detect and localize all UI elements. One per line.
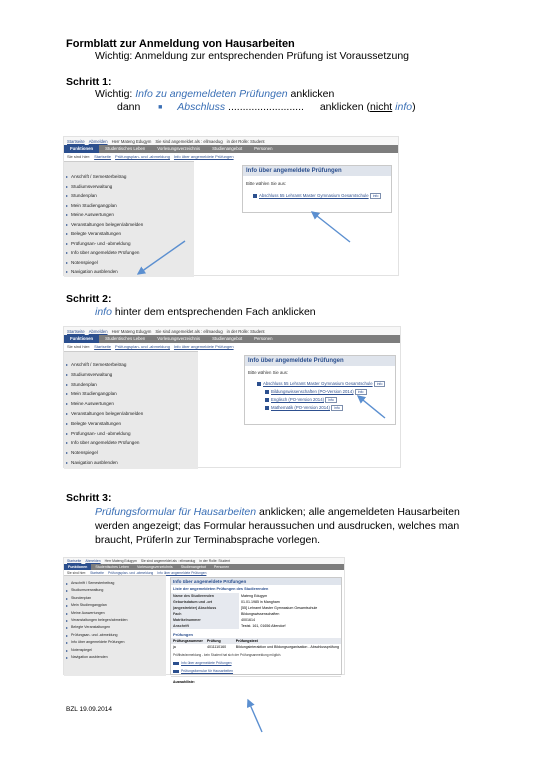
breadcrumb-label: Sie sind hier: [67, 154, 91, 159]
role-info: in der Rolle: Student [199, 559, 231, 563]
tab-studienangebot[interactable]: Studienangebot [180, 565, 206, 569]
choose-text: Bitte wählen Sie aus: [246, 181, 287, 186]
choose-text: Bitte wählen Sie aus: [248, 370, 289, 375]
step1-title: Schritt 1: [66, 76, 112, 88]
col-header: Prüfungsnummer [173, 639, 203, 643]
breadcrumb-startseite[interactable]: Startseite [94, 344, 112, 349]
sidebar-item-notenspiegel[interactable]: ▸ Notenspiegel [64, 647, 166, 654]
subject-mathematik: Mathematik (PO-Version 2014) [271, 405, 330, 411]
sidebar-item-auswertungen[interactable]: ▸ Meine Auswertungen [64, 399, 198, 409]
step1-close: ) [412, 101, 416, 113]
breadcrumb-pruefungsplan[interactable]: Prüfungsplan- und -abmeldung [108, 570, 154, 575]
detail-key: Geburtsdatum und -ort [171, 599, 239, 605]
list-title: Liste der angemeldeten Prüfungen des Studierenden [173, 587, 269, 591]
user-name: Herr Mateng Edugym [111, 328, 152, 334]
subject-bildungswissenschaften: Bildungswissenschaften (PO-Version 2014) [271, 389, 354, 395]
step1-line2-suffix: anklicken ( [319, 101, 371, 113]
tab-funktionen[interactable]: Funktionen [64, 335, 99, 343]
info-button-mathematik[interactable]: info [331, 405, 343, 411]
abschluss-link[interactable]: Abschluss 55 Lehramt Master Gymnasium Gesamtschule [259, 193, 369, 199]
table-cell: ja [173, 645, 176, 649]
tab-vorlesungsverzeichnis[interactable]: Vorlesungsverzeichnis [157, 146, 201, 151]
subject-englisch: Englisch (PO-Version 2014) [271, 397, 325, 403]
login-info: Sie sind angemeldet als : ellmaedug [155, 138, 223, 144]
detail-key: (angestrebter) Abschluss [171, 605, 239, 611]
tab-studentisches-leben[interactable]: Studentisches Leben [105, 146, 146, 151]
step3-line3: braucht, PrüferIn zur Terminabsprache vorlegen. [95, 534, 321, 546]
detail-value: 01.01.1985 in Mangham [241, 600, 280, 604]
sidebar-item-navigation[interactable]: ▸ Navigation ausblenden [64, 654, 166, 661]
detail-value: [55] Lehramt Master Gymnasium Gesamtschule [241, 606, 318, 610]
breadcrumb-startseite[interactable]: Startseite [90, 570, 104, 575]
sidebar-item-navigation[interactable]: ▸ Navigation ausblenden [64, 458, 198, 468]
sidebar-item-belegte[interactable]: ▸ Belegte Veranstaltungen [64, 229, 194, 239]
info-button[interactable]: info [374, 381, 386, 387]
sidebar-item-pruefungsanmeldung[interactable]: ▸ Prüfungsan- und -abmeldung [64, 632, 166, 639]
abmelden-link[interactable]: Abmelden [88, 328, 108, 334]
tab-funktionen[interactable]: Funktionen [64, 145, 99, 153]
info-button-bildungswissenschaften[interactable]: info [355, 389, 367, 395]
startseite-link[interactable]: Startseite [67, 138, 85, 144]
step1-line2-prefix: dann [117, 101, 141, 113]
step1-info-link[interactable]: Info zu angemeldeten Prüfungen [135, 88, 288, 100]
step2-text: hinter dem entsprechenden Fach anklicken [111, 306, 316, 318]
square-bullet-icon: ■ [158, 103, 163, 111]
info-pruefungen-link[interactable]: Info über angemeldete Prüfungen [181, 661, 232, 665]
tab-personen[interactable]: Personen [254, 336, 273, 341]
sidebar-item-navigation[interactable]: ▸ Navigation ausblenden [64, 267, 194, 277]
sidebar-item-auswertungen[interactable]: ▸ Meine Auswertungen [64, 210, 194, 220]
sidebar-item-stundenplan[interactable]: ▸ Stundenplan [64, 595, 166, 602]
sidebar-item-anschrift[interactable]: ▸ Anschrift / Semesterbeitrag [64, 172, 194, 182]
detail-value: Mateng Edugym [241, 594, 268, 598]
step3-text1: anklicken; alle angemeldeten Hausarbeiten [256, 506, 460, 518]
sidebar-item-studiengangplan[interactable]: ▸ Mein Studiengangplan [64, 201, 194, 211]
step2-info-link[interactable]: info [95, 306, 112, 318]
sidebar-item-studiumsverwaltung[interactable]: ▸ Studiumsverwaltung [64, 370, 198, 380]
arrow-step1-menu [138, 241, 185, 274]
detail-value: Bildungswissenschaften [241, 612, 280, 616]
sidebar-item-stundenplan[interactable]: ▸ Stundenplan [64, 191, 194, 201]
page-title: Formblatt zur Anmeldung von Hausarbeiten [66, 38, 295, 50]
sidebar-item-info-pruefungen[interactable]: ▸ Info über angemeldete Prüfungen [64, 639, 166, 646]
sidebar-item-notenspiegel[interactable]: ▸ Notenspiegel [64, 258, 194, 268]
table-cell: Bildungsinteraktion und Bildungsorganisation - Abschlussprüfung [235, 645, 339, 649]
info-button[interactable]: info [370, 193, 382, 199]
arrow-step3-form [248, 700, 262, 732]
step1-nicht: nicht [370, 101, 393, 113]
sidebar-item-studiengangplan[interactable]: ▸ Mein Studiengangplan [64, 389, 198, 399]
sidebar-item-studiumsverwaltung[interactable]: ▸ Studiumsverwaltung [64, 182, 194, 192]
step1-dots: .......................... [225, 101, 304, 113]
col-header: Prüfung [206, 639, 221, 643]
sidebar-item-pruefungsanmeldung[interactable]: ▸ Prüfungsan- und -abmeldung [64, 239, 194, 249]
step1-line1-suffix: anklicken [287, 88, 335, 100]
role-info: in der Rolle: Student [226, 328, 265, 334]
step3-title: Schritt 3: [66, 492, 112, 504]
sidebar-item-auswertungen[interactable]: ▸ Meine Auswertungen [64, 610, 166, 617]
sidebar-item-anschrift[interactable]: ▸ Anschrift / Semesterbeitrag [64, 580, 166, 587]
detail-key: Fach [171, 611, 239, 617]
note-text: Prüfliste/anmeldung - kein Student hat sich der Prüfungsanmeldung möglich. [173, 653, 282, 657]
sidebar-item-notenspiegel[interactable]: ▸ Notenspiegel [64, 448, 198, 458]
user-name: Herr Mateng Edugym [111, 138, 152, 144]
abmelden-link[interactable]: Abmelden [88, 138, 108, 144]
abschluss-link[interactable]: Abschluss 55 Lehramt Master Gymnasium Gesamtschule [263, 381, 373, 387]
breadcrumb-info[interactable]: Info über angemeldete Prüfungen [157, 570, 207, 575]
tab-studentisches-leben[interactable]: Studentisches Leben [105, 336, 146, 341]
startseite-link[interactable]: Startseite [67, 328, 85, 334]
sidebar-item-info-pruefungen[interactable]: ▸ Info über angemeldete Prüfungen [64, 248, 194, 258]
panel-title: Info über angemeldete Prüfungen [243, 166, 391, 176]
breadcrumb-info[interactable]: Info über angemeldete Prüfungen [173, 344, 234, 349]
tab-studentisches-leben[interactable]: Studentisches Leben [95, 565, 129, 569]
sidebar-item-studiumsverwaltung[interactable]: ▸ Studiumsverwaltung [64, 587, 166, 594]
table-cell: 4011110160 [206, 645, 227, 649]
auswahl-label: Auswahlliste: [171, 676, 341, 687]
tab-studienangebot[interactable]: Studienangebot [212, 336, 243, 341]
user-name: Herr Mateng Edugym [104, 559, 137, 563]
sidebar-item-anschrift[interactable]: ▸ Anschrift / Semesterbeitrag [64, 360, 198, 370]
tab-studienangebot[interactable]: Studienangebot [212, 146, 243, 151]
arrow-step2-info [358, 396, 385, 418]
detail-key: Anschrift [171, 623, 239, 629]
detail-key: Name des Studierenden [171, 593, 239, 599]
sidebar-item-info-pruefungen[interactable]: ▸ Info über angemeldete Prüfungen [64, 438, 198, 448]
col-header: Prüfungstext [235, 639, 258, 643]
panel-title: Info über angemeldete Prüfungen [245, 356, 395, 366]
sidebar-item-stundenplan[interactable]: ▸ Stundenplan [64, 380, 198, 390]
sidebar-item-veranstaltungen[interactable]: ▸ Veranstaltungen belegen/abmelden [64, 409, 198, 419]
step2-title: Schritt 2: [66, 293, 112, 305]
panel-title: Info über angemeldete Prüfungen [171, 578, 341, 585]
sidebar-item-pruefungsanmeldung[interactable]: ▸ Prüfungsan- und -abmeldung [64, 429, 198, 439]
detail-value: 4001614 [241, 618, 255, 622]
info-button-englisch[interactable]: info [325, 397, 337, 403]
sidebar-item-studiengangplan[interactable]: ▸ Mein Studiengangplan [64, 602, 166, 609]
sidebar-item-veranstaltungen[interactable]: ▸ Veranstaltungen belegen/abmelden [64, 220, 194, 230]
breadcrumb-label: Sie sind hier: [67, 570, 87, 575]
startseite-link[interactable]: Startseite [67, 559, 82, 563]
role-info: in der Rolle: Student [226, 138, 265, 144]
detail-key: Matrikelnummer [171, 617, 239, 623]
breadcrumb-label: Sie sind hier: [67, 344, 91, 349]
breadcrumb-info[interactable]: Info über angemeldete Prüfungen [173, 154, 234, 159]
tab-personen[interactable]: Personen [213, 565, 230, 569]
arrow-step1-abschluss [312, 212, 350, 242]
sidebar-item-belegte[interactable]: ▸ Belegte Veranstaltungen [64, 624, 166, 631]
footer-text: BZL 19.09.2014 [66, 706, 113, 713]
notice-text: Wichtig: Anmeldung zur entsprechenden Prüfung ist Voraussetzung [95, 50, 410, 62]
login-info: Sie sind angemeldet als : ellmaedug [155, 328, 223, 334]
breadcrumb-pruefungsplan[interactable]: Prüfungsplan- und -abmeldung [115, 344, 170, 349]
sidebar-item-belegte[interactable]: ▸ Belegte Veranstaltungen [64, 419, 198, 429]
tab-vorlesungsverzeichnis[interactable]: Vorlesungsverzeichnis [157, 336, 201, 341]
tab-funktionen[interactable]: Funktionen [64, 564, 91, 570]
login-info: Sie sind angemeldet als : ellmaedug [140, 559, 196, 563]
step3-form-link[interactable]: Prüfungsformular für Hausarbeiten [95, 506, 257, 518]
step3-line2: werden angezeigt; das Formular heraussuchen und ausdrucken, welches man [95, 520, 460, 532]
tab-vorlesungsverzeichnis[interactable]: Vorlesungsverzeichnis [136, 565, 173, 569]
tab-personen[interactable]: Personen [254, 146, 273, 151]
pruefungen-label: Prüfungen [173, 632, 193, 637]
abmelden-link[interactable]: Abmelden [85, 559, 101, 563]
detail-value: Testst. 161, 01656 Altendorf [241, 624, 286, 628]
step1-info-word: info [395, 101, 413, 113]
sidebar-item-veranstaltungen[interactable]: ▸ Veranstaltungen belegen/abmelden [64, 617, 166, 624]
breadcrumb-startseite[interactable]: Startseite [94, 154, 112, 159]
step1-line1-prefix: Wichtig: [95, 88, 136, 100]
pruefungsformular-link[interactable]: Prüfungsformular für Hausarbeiten [181, 669, 234, 673]
breadcrumb-pruefungsplan[interactable]: Prüfungsplan- und -abmeldung [115, 154, 170, 159]
step1-abschluss-link[interactable]: Abschluss [177, 101, 226, 113]
